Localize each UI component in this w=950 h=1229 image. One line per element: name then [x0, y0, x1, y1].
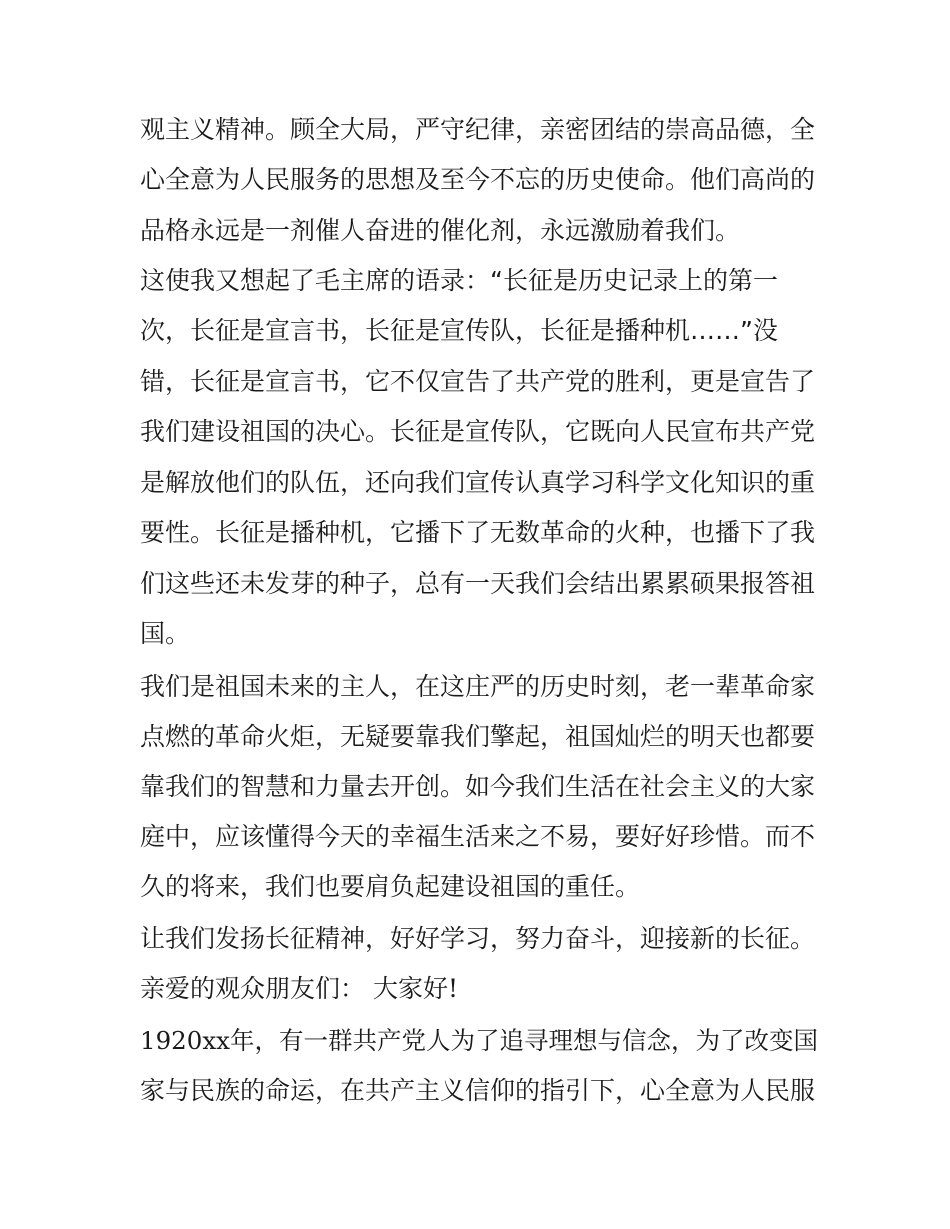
text-line-17: 让我们发扬长征精神，好好学习，努力奋斗，迎接新的长征。: [140, 924, 816, 953]
text-line-20: 家与民族的命运，在共产主义信仰的指引下，心全意为人民服: [140, 1076, 816, 1105]
text-line-18: 亲爱的观众朋友们： 大家好!: [140, 974, 458, 1003]
text-line-15: 庭中，应该懂得今天的幸福生活来之不易，要好好珍惜。而不: [140, 822, 816, 851]
text-line-7: 我们建设祖国的决心。长征是宣传队，它既向人民宣布共产党: [140, 417, 816, 446]
text-line-4: 这使我又想起了毛主席的语录：“长征是历史记录上的第一: [140, 266, 778, 295]
text-line-14: 靠我们的智慧和力量去开创。如今我们生活在社会主义的大家: [140, 772, 816, 801]
text-line-1: 观主义精神。顾全大局，严守纪律，亲密团结的崇高品德，全: [140, 115, 816, 144]
text-line-12: 我们是祖国未来的主人，在这庄严的历史时刻，老一辈革命家: [140, 672, 816, 701]
text-line-10: 们这些还未发芽的种子，总有一天我们会结出累累硕果报答祖: [140, 569, 816, 598]
text-line-16: 久的将来，我们也要肩负起建设祖国的重任。: [140, 872, 641, 901]
text-line-19: 1920xx年，有一群共产党人为了追寻理想与信念，为了改变国: [140, 1026, 818, 1055]
text-line-11: 国。: [140, 619, 191, 648]
text-line-6: 错，长征是宣言书，它不仅宣告了共产党的胜利，更是宣告了: [140, 367, 816, 396]
text-line-5: 次，长征是宣言书，长征是宣传队，长征是播种机……”没: [140, 316, 778, 345]
text-line-3: 品格永远是一剂催人奋进的催化剂，永远激励着我们。: [140, 216, 741, 245]
text-line-9: 要性。长征是播种机，它播下了无数革命的火种，也播下了我: [140, 518, 816, 547]
text-line-2: 心全意为人民服务的思想及至今不忘的历史使命。他们高尚的: [140, 165, 816, 194]
text-line-8: 是解放他们的队伍，还向我们宣传认真学习科学文化知识的重: [140, 468, 816, 497]
text-line-13: 点燃的革命火炬，无疑要靠我们擎起，祖国灿烂的明天也都要: [140, 722, 816, 751]
